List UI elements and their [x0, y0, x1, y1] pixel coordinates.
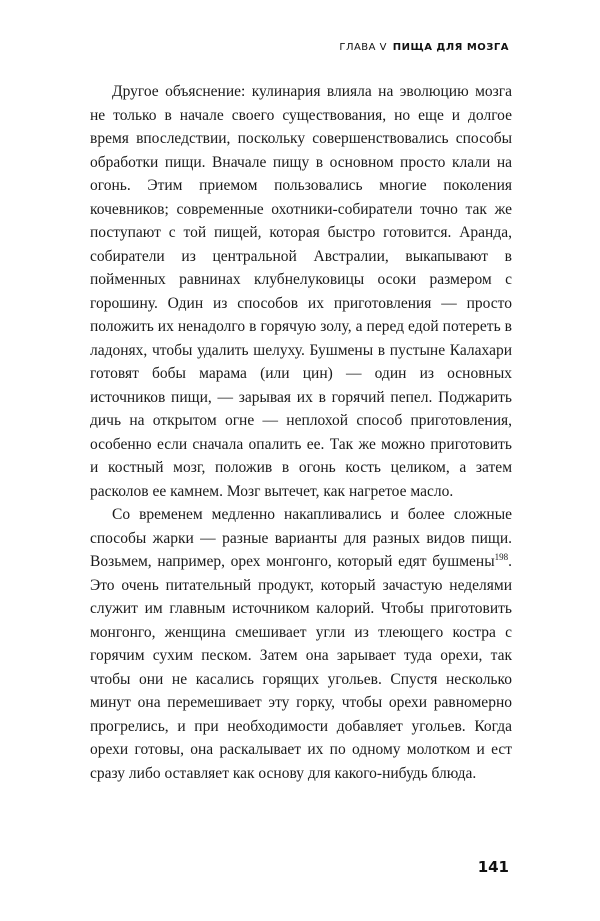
- paragraph-2: [90, 503, 512, 785]
- body-text: [90, 80, 512, 785]
- page-number: 141: [477, 858, 509, 876]
- running-head: [339, 42, 509, 53]
- paragraph-1: Другое объяснение: кулинария влияла на эволюцию мозга не только в начале своего существования, но еще и долгое время впоследствии, поскольку совершенствовались способы обработки пищи. Вначале пищу в основном просто клали на огонь. Этим приемом пользовались многие поколения кочевников; современные охотники-собиратели точно так же поступают с той пищей, которая быстро готовится. Аранда, собиратели из центральной Австралии, выкапывают в пойменных равнинах клубнелуковицы осоки размером с горошину. Один из способов их приготовления — просто положить их ненадолго в горячую золу, а перед едой потереть в ладонях, чтобы удалить шелуху. Бушмены в пустыне Калахари готовят бобы марама (или цин) — один из основных источников пищи, — зарывая их в горячий пепел. Поджарить дичь на открытом огне — неплохой способ приготовления, особенно если сначала опалить ее. Так же можно приготовить и костный мозг, положив в огонь кость целиком, а затем расколов ее камнем. Мозг вытечет, как нагретое масло.: [90, 83, 512, 500]
- footnote-ref: 198: [494, 552, 509, 562]
- chapter-title: ПИЩА ДЛЯ МОЗГА: [392, 42, 509, 53]
- chapter-label: ГЛАВА V: [339, 42, 388, 53]
- paragraph-2-end: . Это очень питательный продукт, который зачастую неделями служит им главным источником калорий. Чтобы приготовить монгонго, женщина смешивает угли из тлеющего костра с горячим сухим песком. Затем она зарывает туда орехи, так чтобы они не касались горящих угольев. Спустя несколько минут она перемешивает эту горку, чтобы орехи равномерно прогрелись, и при необходимости добавляет угольев. Когда орехи готовы, она раскалывает их по одному молотком и ест сразу либо оставляет как основу для какого-нибудь блюда.: [90, 553, 512, 782]
- paragraph-2-start: Со временем медленно накапливались и более сложные способы жарки — разные варианты для разных видов пищи. Возьмем, например, орех монгонго, который едят бушмены: [90, 506, 512, 570]
